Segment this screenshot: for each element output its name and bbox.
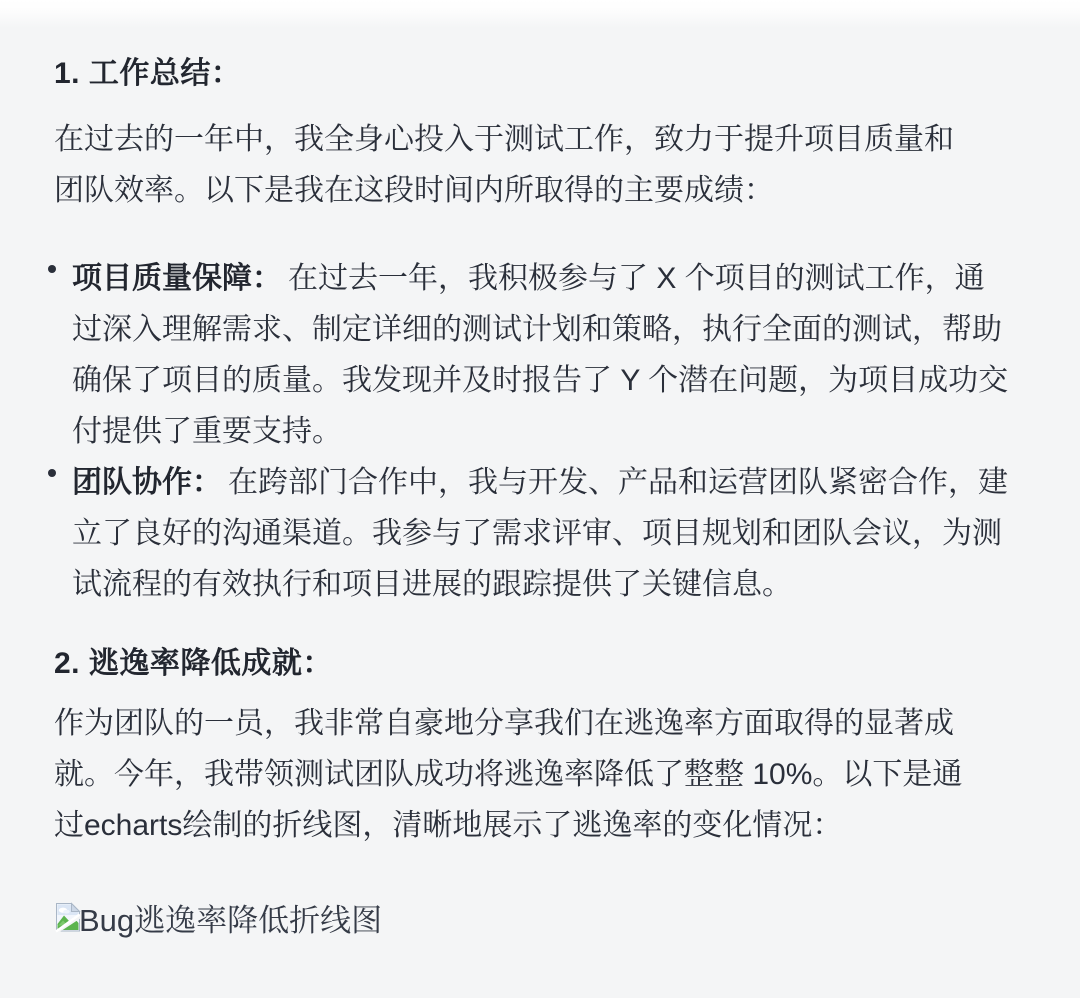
section-work-summary xyxy=(54,56,1030,610)
broken-image-figure[interactable] xyxy=(54,901,1030,941)
bullet-text-team-collaboration: 在跨部门合作中，我与开发、产品和运营团队紧密合作，建立了良好的沟通渠道。我参与了需求评审、项目规划和团队会议，为测试流程的有效执行和项目进展的跟踪提供了关键信息。 xyxy=(72,466,1008,601)
list-item-team-collaboration xyxy=(72,457,1012,610)
list-item-project-quality xyxy=(72,253,1012,457)
work-summary-intro-paragraph: 在过去的一年中，我全身心投入于测试工作，致力于提升项目质量和团队效率。以下是我在这段时间内所取得的主要成绩： xyxy=(54,123,954,207)
bullet-icon xyxy=(48,469,56,477)
section-escape-rate xyxy=(54,646,1030,851)
section-heading-escape-rate: 2. 逃逸率降低成就： xyxy=(54,647,333,680)
broken-image-icon xyxy=(54,902,81,933)
image-alt-text: Bug逃逸率降低折线图 xyxy=(79,903,383,938)
escape-rate-intro-paragraph: 作为团队的一员，我非常自豪地分享我们在逃逸率方面取得的显著成就。今年，我带领测试团队成功将逃逸率降低了整整 10%。以下是通过echarts绘制的折线图，清晰地展示了逃逸率的变化情况： xyxy=(54,707,963,842)
bullet-icon xyxy=(48,265,56,273)
bullet-lead-team-collaboration: 团队协作： xyxy=(72,466,222,499)
bullet-lead-project-quality: 项目质量保障： xyxy=(72,262,282,295)
achievement-list xyxy=(54,253,1030,610)
bullet-text-project-quality: 在过去一年，我积极参与了 X 个项目的测试工作，通过深入理解需求、制定详细的测试计划和策略，执行全面的测试，帮助确保了项目的质量。我发现并及时报告了 Y 个潜在问题，为项目成功交付提供了重要支持。 xyxy=(72,262,1009,448)
section-heading-work-summary: 1. 工作总结： xyxy=(54,57,242,90)
